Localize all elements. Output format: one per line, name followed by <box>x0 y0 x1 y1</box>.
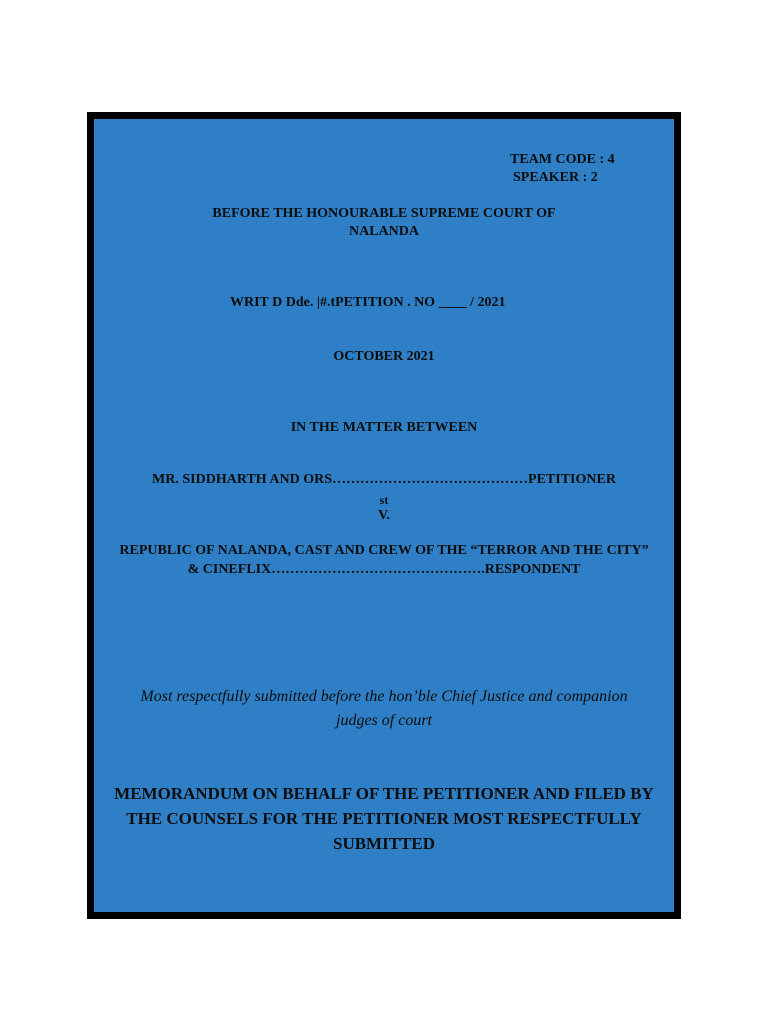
memorandum-title <box>94 781 674 856</box>
submission-statement <box>94 685 674 733</box>
writ-petition-number: WRIT D Dde. |#.tPETITION . NO ____ / 2021 <box>230 295 506 310</box>
matter-heading: IN THE MATTER BETWEEN <box>290 420 478 435</box>
petitioner-line: MR. SIDDHARTH AND ORS……………………………………PETITIONER <box>152 472 616 487</box>
court-title-line-1: BEFORE THE HONOURABLE SUPREME COURT OF <box>212 206 556 221</box>
court-title <box>94 205 674 241</box>
cover-page <box>94 119 674 912</box>
submission-line-2: judges of court <box>336 712 432 729</box>
memorandum-line-2: THE COUNSELS FOR THE PETITIONER MOST RESPECTFULLY <box>126 809 642 828</box>
submission-line-1: Most respectfully submitted before the hon’ble Chief Justice and companion <box>140 688 628 705</box>
court-title-line-2: NALANDA <box>349 224 419 239</box>
cover-page-border <box>87 112 681 919</box>
memorandum-line-3: SUBMITTED <box>332 834 436 853</box>
memorandum-line-1: MEMORANDUM ON BEHALF OF THE PETITIONER AND FILED BY <box>114 784 654 803</box>
superscript-st: st <box>379 493 389 507</box>
speaker-number: SPEAKER : 2 <box>513 170 598 185</box>
team-code: TEAM CODE : 4 <box>510 152 615 167</box>
respondent-line-1: REPUBLIC OF NALANDA, CAST AND CREW OF THE “TERROR AND THE CITY” <box>119 543 649 558</box>
respondent-line-2: & CINEFLIX……………………………………….RESPONDENT <box>187 562 581 577</box>
filing-date: OCTOBER 2021 <box>333 349 435 364</box>
versus-label: V. <box>378 508 390 523</box>
